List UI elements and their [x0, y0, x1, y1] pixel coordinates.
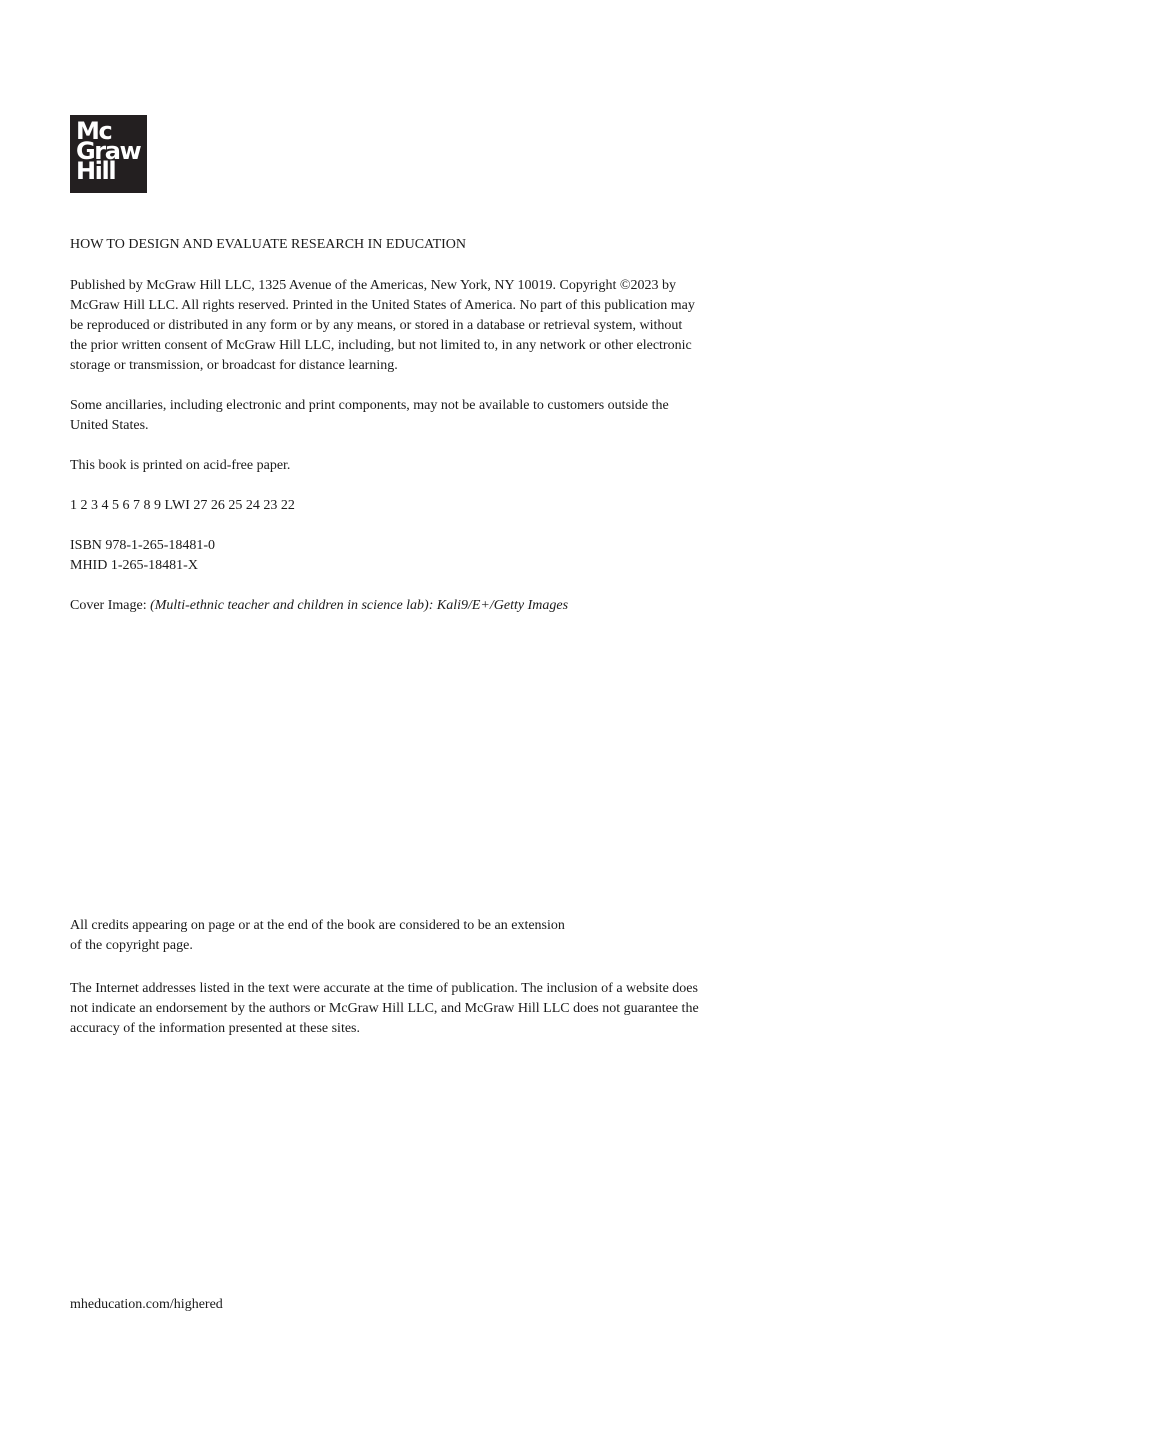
mhid: MHID 1-265-18481-X: [70, 558, 198, 573]
internet-notice-line: not indicate an endorsement by the authors or McGraw Hill LLC, and McGraw Hill LLC does not guarantee the: [70, 1001, 699, 1016]
isbn: ISBN 978-1-265-18481-0: [70, 538, 216, 553]
logo-line-1: Mc: [76, 117, 112, 145]
credits-notice-line: All credits appearing on page or at the end of the book are considered to be an extension: [70, 918, 565, 933]
logo-line-2: Graw: [76, 137, 141, 165]
logo-line-3: Hill: [76, 157, 116, 185]
credits-notice: [70, 916, 810, 956]
internet-notice: [70, 979, 810, 1039]
book-title: HOW TO DESIGN AND EVALUATE RESEARCH IN EDUCATION: [70, 237, 467, 252]
publisher-notice-line: McGraw Hill LLC. All rights reserved. Printed in the United States of America. No part of this publication may: [70, 298, 695, 313]
credits-notice-line: of the copyright page.: [70, 938, 193, 953]
ancillaries-notice: [70, 396, 810, 436]
publisher-notice-line: storage or transmission, or broadcast for distance learning.: [70, 358, 398, 373]
cover-image-source: (Multi-ethnic teacher and children in science lab): Kali9/E+/Getty Images: [150, 598, 569, 613]
cover-image-label: Cover Image:: [70, 598, 151, 613]
paper-notice: This book is printed on acid-free paper.: [70, 458, 291, 473]
cover-image-credit: [70, 596, 568, 616]
mcgraw-hill-logo: [70, 115, 147, 193]
ancillaries-notice-line: United States.: [70, 418, 149, 433]
publisher-notice-line: the prior written consent of McGraw Hill LLC, including, but not limited to, in any network or other electronic: [70, 338, 692, 353]
internet-notice-line: accuracy of the information presented at these sites.: [70, 1021, 360, 1036]
internet-notice-line: The Internet addresses listed in the text were accurate at the time of publication. The inclusion of a website does: [70, 981, 698, 996]
website-url: mheducation.com/highered: [70, 1297, 223, 1312]
printing-line: 1 2 3 4 5 6 7 8 9 LWI 27 26 25 24 23 22: [70, 498, 295, 513]
publisher-notice-line: be reproduced or distributed in any form or by any means, or stored in a database or retrieval system, without: [70, 318, 683, 333]
publisher-notice-line: Published by McGraw Hill LLC, 1325 Avenue of the Americas, New York, NY 10019. Copyright ©2023 by: [70, 278, 676, 293]
identifiers: [70, 536, 215, 576]
publisher-notice: [70, 276, 810, 376]
ancillaries-notice-line: Some ancillaries, including electronic and print components, may not be available to customers outside the: [70, 398, 669, 413]
